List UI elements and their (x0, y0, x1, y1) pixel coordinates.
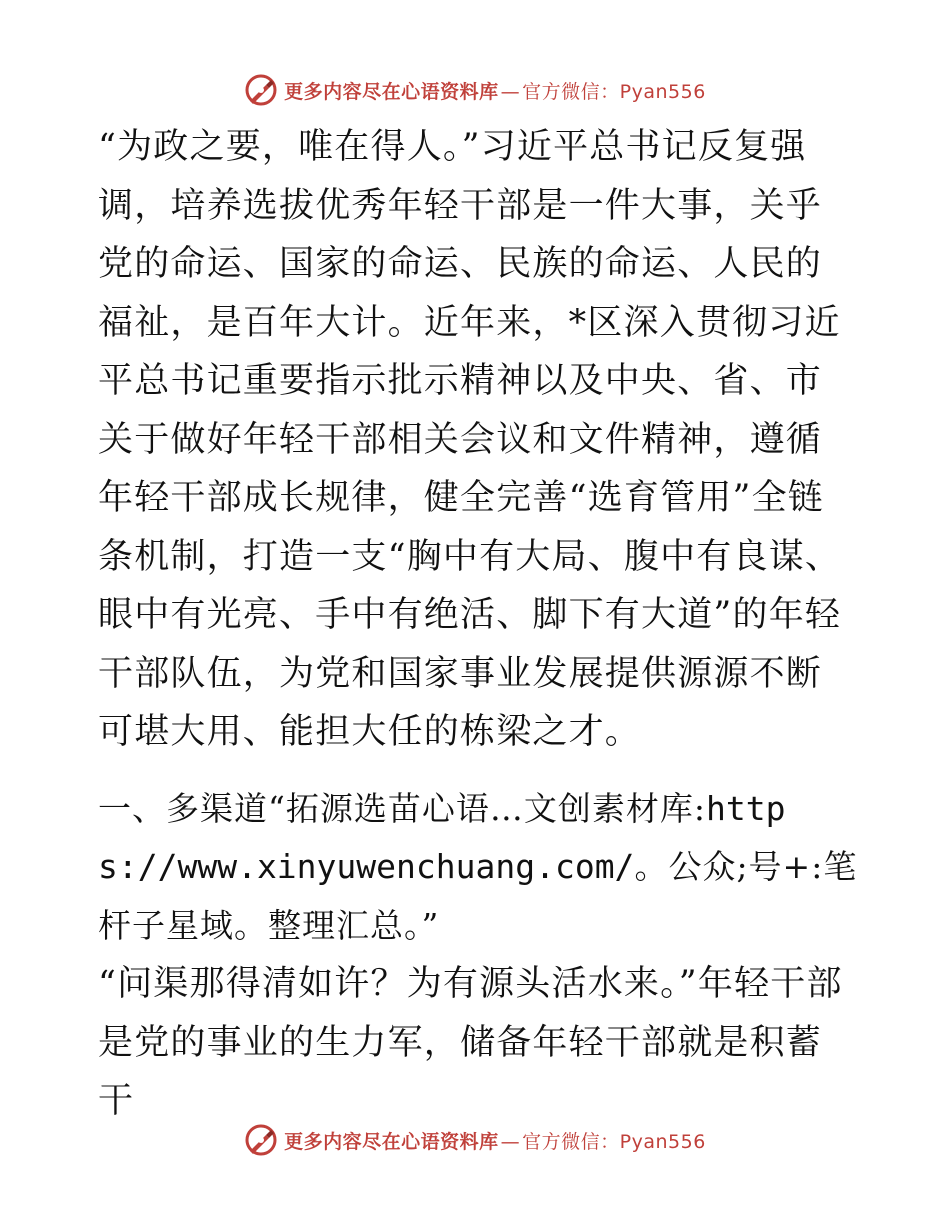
ink-pen-circle-icon (244, 1123, 278, 1157)
heading-url: https://www.xinyuwenchuang.com/ (98, 788, 786, 886)
body-paragraph-2: “问渠那得清如许？为有源头活水来。”年轻干部是党的事业的生力军，储备年轻干部就是积蓄干 (98, 964, 843, 1121)
document-body (98, 118, 858, 1131)
section-heading-1 (98, 780, 858, 956)
footer-watermark (0, 1120, 950, 1160)
watermark-text: 更多内容尽在心语资料库 — 官方微信：Pyan556 (284, 80, 706, 103)
heading-tail: 。公众;号+:笔杆子星域。整理汇总。” (98, 847, 858, 945)
watermark-text: 更多内容尽在心语资料库 — 官方微信：Pyan556 (284, 1130, 706, 1153)
header-watermark (0, 70, 950, 110)
heading-text: 一、多渠道“拓源选苗心语…文创素材库: (98, 788, 706, 828)
ink-pen-circle-icon (244, 73, 278, 107)
body-paragraph-1: “为政之要，唯在得人。”习近平总书记反复强调，培养选拔优秀年轻干部是一件大事，关乎党的命运、国家的命运、民族的命运、人民的福祉，是百年大计。近年来，*区深入贯彻习近平总书记重要指示批示精神以及中央、省、市关于做好年轻干部相关会议和文件精神，遵循年轻干部成长规律，健全完善“选育管用”全链条机制，打造一支“胸中有大局、腹中有良谋、眼中有光亮、手中有绝活、脚下有大道”的年轻干部队伍，为党和国家事业发展提供源源不断可堪大用、能担大任的栋梁之才。 (98, 127, 842, 752)
